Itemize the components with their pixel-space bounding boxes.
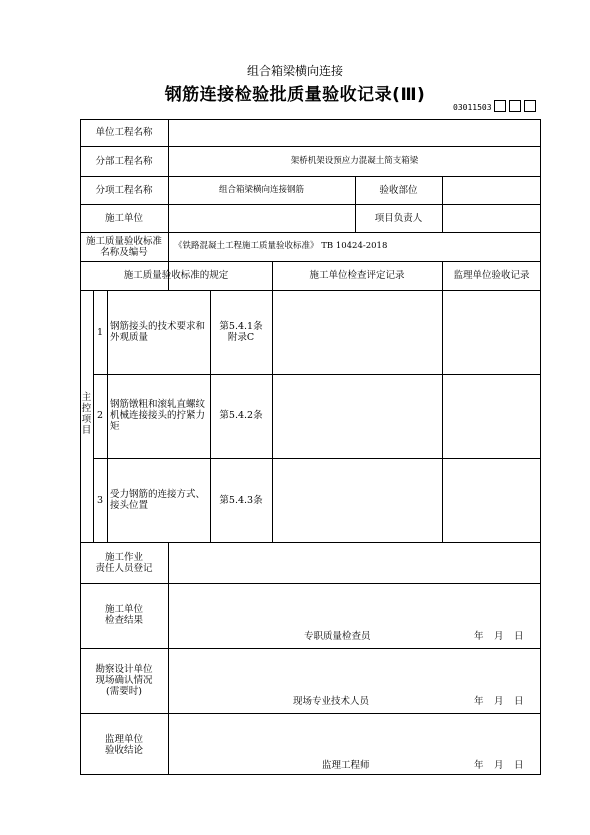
row-divider: [80, 204, 541, 205]
item-2-text: 钢筋镦粗和滚轧直螺纹机械连接接头的拧紧力矩: [110, 399, 206, 432]
row-divider: [80, 261, 541, 262]
code-box-1[interactable]: [494, 100, 506, 112]
supervisor-year: 年: [474, 760, 484, 771]
supervisor-month: 月: [494, 760, 504, 771]
supervisor-conclusion-line2: 验收结论: [104, 745, 143, 756]
item-1-clause-line2: 附录C: [227, 332, 255, 343]
contractor-year: 年: [474, 631, 484, 642]
site-tech-signature[interactable]: 现场专业技术人员: [293, 696, 370, 707]
row-divider: [80, 146, 541, 147]
survey-design-line2: 现场确认情况: [95, 675, 153, 686]
standard-label: [80, 236, 168, 258]
worker-registration-label: [80, 552, 168, 574]
worker-registration-line1: 施工作业: [104, 552, 143, 563]
contractor-result-line1: 施工单位: [104, 604, 143, 615]
col-header-supervisor-record: 监理单位验收记录: [453, 270, 530, 281]
item-1-number: 1: [96, 327, 104, 338]
item-1-clause-line1: 第5.4.1条: [219, 321, 263, 332]
item-1-clause: [210, 321, 272, 343]
supervisor-conclusion-line1: 监理单位: [104, 734, 143, 745]
col-divider: [168, 119, 169, 290]
unit-project-label: 单位工程名称: [95, 127, 153, 138]
item-1-supervisor-record[interactable]: [443, 291, 540, 373]
row-divider: [80, 232, 541, 233]
subdivision-label: 分项工程名称: [95, 185, 153, 196]
item-3-contractor-check[interactable]: [273, 459, 441, 541]
survey-month: 月: [494, 696, 504, 707]
item-2-clause: 第5.4.2条: [219, 410, 263, 421]
item-3-supervisor-record[interactable]: [443, 459, 540, 541]
project-manager-label: 项目负责人: [374, 213, 423, 224]
subdivision-field[interactable]: 组合箱梁横向连接钢筋: [218, 185, 304, 195]
row-divider: [80, 648, 541, 649]
supervisor-day: 日: [514, 760, 524, 771]
worker-registration-field[interactable]: [169, 543, 540, 582]
row-divider: [80, 713, 541, 714]
standard-label-line1: 施工质量验收标准: [85, 236, 162, 247]
contractor-day: 日: [514, 631, 524, 642]
col-divider: [442, 176, 443, 232]
contractor-month: 月: [494, 631, 504, 642]
form-title: 钢筋连接检验批质量验收记录(Ⅲ): [164, 85, 426, 105]
item-1-text: 钢筋接头的技术要求和外观质量: [110, 321, 206, 343]
item-1-contractor-check[interactable]: [273, 291, 441, 373]
survey-design-line1: 勘察设计单位: [95, 664, 153, 675]
code-box-3[interactable]: [524, 100, 536, 112]
survey-design-line3: (需要时): [106, 686, 142, 697]
survey-day: 日: [514, 696, 524, 707]
main-control-label: 主控项目: [81, 392, 92, 436]
survey-design-label: [80, 664, 168, 697]
item-2-contractor-check[interactable]: [273, 375, 441, 457]
standard-label-line2: 名称及编号: [100, 247, 148, 258]
qc-inspector-signature[interactable]: 专职质量检查员: [304, 631, 371, 642]
item-2-supervisor-record[interactable]: [443, 375, 540, 457]
contractor-result-label: [80, 604, 168, 626]
worker-registration-line2: 责任人员登记: [95, 563, 153, 574]
form-subtitle: 组合箱梁横向连接: [246, 64, 343, 78]
code-box-2[interactable]: [509, 100, 521, 112]
supervisor-engineer-signature[interactable]: 监理工程师: [322, 760, 370, 771]
contractor-label: 施工单位: [104, 213, 143, 224]
survey-year: 年: [474, 696, 484, 707]
supervisor-conclusion-label: [80, 734, 168, 756]
col-divider: [107, 290, 108, 542]
item-3-text: 受力钢筋的连接方式、接头位置: [110, 489, 206, 511]
contractor-result-line2: 检查结果: [104, 615, 143, 626]
col-header-contractor-check: 施工单位检查评定记录: [309, 270, 405, 281]
row-divider: [80, 583, 541, 584]
row-divider: [80, 176, 541, 177]
item-2-number: 2: [96, 410, 104, 421]
item-3-clause: 第5.4.3条: [219, 495, 263, 506]
division-label: 分部工程名称: [95, 156, 153, 167]
item-3-number: 3: [96, 495, 104, 506]
standard-field[interactable]: 《铁路混凝土工程施工质量验收标准》 TB 10424-2018: [174, 241, 388, 251]
division-field[interactable]: 架桥机架设预应力混凝土简支箱梁: [290, 156, 419, 166]
acceptance-part-label: 验收部位: [379, 185, 418, 196]
col-header-spec: 施工质量验收标准的规定: [123, 270, 229, 281]
form-code: 03011503: [453, 103, 492, 112]
